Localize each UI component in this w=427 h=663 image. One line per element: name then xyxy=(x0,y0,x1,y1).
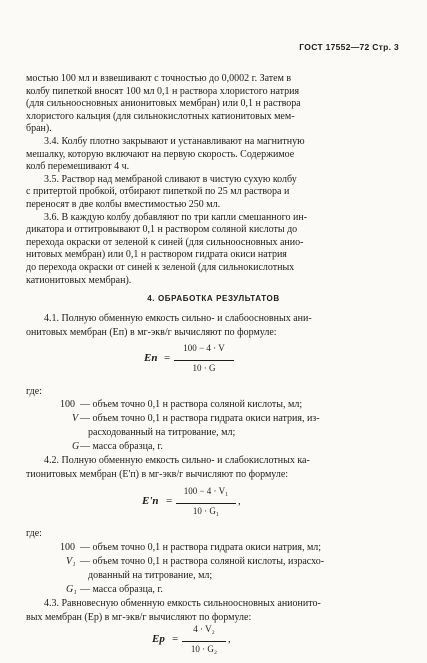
text-line: онитовых мембран (Еп) в мг-экв/г вычисляют по формуле: xyxy=(26,327,277,338)
formula-denominator: 10 · G₁ xyxy=(192,506,220,516)
formula-lhs: Е'п xyxy=(142,495,159,507)
fraction-bar xyxy=(176,503,236,504)
def-symbol: G xyxy=(72,441,80,452)
formula-lhs: Ер xyxy=(152,633,165,645)
formula-equals: = xyxy=(164,352,171,364)
text-line: переносят в две колбы вместимостью 250 мл. xyxy=(26,199,221,210)
text-line: мешалку, которую включают на первую скорость. Содержимое xyxy=(26,148,295,160)
formula-numerator: 100 − 4 · V xyxy=(183,343,225,353)
formula-ep xyxy=(152,624,262,660)
def-symbol: V xyxy=(72,413,79,424)
def-text: — масса образца, г. xyxy=(80,441,163,452)
def-text: — масса образца, г. xyxy=(80,584,163,595)
formula-lhs: Еп xyxy=(144,352,158,364)
def-text: — объем точно 0,1 н раствора гидрата окиси натрия, из- xyxy=(80,413,320,424)
def-text: — объем точно 0,1 н раствора соляной кислоты, мл; xyxy=(80,399,303,410)
def-text: — объем точно 0,1 н раствора гидрата окиси натрия, мл; xyxy=(80,542,322,553)
page-header: ГОСТ 17552—72 Стр. 3 xyxy=(299,42,399,52)
fraction-bar xyxy=(174,360,234,361)
text-line: 3.5. Раствор над мембраной сливают в чистую сухую колбу xyxy=(44,173,297,185)
formula-numerator: 100 − 4 · V₁ xyxy=(183,486,229,496)
text-line: дикатора и оттитровывают 0,1 н раствором соляной кислоты до xyxy=(26,224,298,236)
formula-en-prime xyxy=(142,486,257,522)
text-line: 4.1. Полную обменную емкость сильно- и слабоосновных ани- xyxy=(44,313,312,324)
formula-denominator: 10 · G xyxy=(192,363,216,373)
text-line: тионитовых мембран (Е'п) в мг-экв/г вычисляют по формуле: xyxy=(26,469,289,480)
text-line: колб перемешивают 4 ч. xyxy=(26,161,130,173)
def-text: расходованный на титрование, мл; xyxy=(88,427,236,438)
formula-numerator: 4 · V₂ xyxy=(193,624,215,634)
text-line: 4.3. Равновесную обменную емкость сильноосновных анионито- xyxy=(44,598,321,609)
formula-tail: , xyxy=(238,495,241,507)
text-line: хлористого кальция (для сильнокислотных катионитовых мем- xyxy=(26,110,295,122)
text-line: 3.6. В каждую колбу добавляют по три капли смешанного ин- xyxy=(44,211,308,223)
def-text: — объем точно 0,1 н раствора соляной кислоты, израсхо- xyxy=(80,556,325,567)
formula-equals: = xyxy=(172,633,179,645)
def-symbol: 100 xyxy=(60,399,75,410)
section-heading: 4. ОБРАБОТКА РЕЗУЛЬТАТОВ xyxy=(147,294,280,303)
formula-en xyxy=(144,343,254,379)
text-line: вых мембран (Ер) в мг-экв/г вычисляют по формуле: xyxy=(26,612,252,623)
text-line: перехода окраски от зеленой к синей (для сильноосновных анио- xyxy=(26,236,304,248)
def-symbol: G₁ xyxy=(66,584,77,595)
where-label: где: xyxy=(26,386,42,397)
text-line: нитовых мембран) или 0,1 н раствором гидрата окиси натрия xyxy=(26,249,287,261)
def-symbol: V₁ xyxy=(66,556,76,567)
text-line: катионитовых мембран). xyxy=(26,274,132,286)
text-line: мостью 100 мл и взвешивают с точностью до 0,0002 г. Затем в xyxy=(26,73,292,84)
text-line: с притертой пробкой, отбирают пипеткой по 25 мл раствора и xyxy=(26,186,290,198)
fraction-bar xyxy=(182,641,226,642)
text-line: 4.2. Полную обменную емкость сильно- и слабокислотных ка- xyxy=(44,455,310,466)
formula-equals: = xyxy=(166,495,173,507)
text-line: бран). xyxy=(26,123,52,135)
text-line: колбу пипеткой вносят 100 мл 0,1 н раствора хлористого натрия xyxy=(26,85,300,97)
def-text: дованный на титрование, мл; xyxy=(88,570,213,581)
def-symbol: 100 xyxy=(60,542,75,553)
formula-denominator: 10 · G₂ xyxy=(190,644,218,654)
text-line: 3.4. Колбу плотно закрывают и устанавливают на магнитную xyxy=(44,136,305,147)
text-line: до перехода окраски от синей к зеленой (для сильнокислотных xyxy=(26,262,295,273)
text-line: (для сильноосновных анионитовых мембран) или 0,1 н раствора xyxy=(26,98,301,110)
formula-tail: , xyxy=(228,633,231,645)
where-label: где: xyxy=(26,528,42,539)
